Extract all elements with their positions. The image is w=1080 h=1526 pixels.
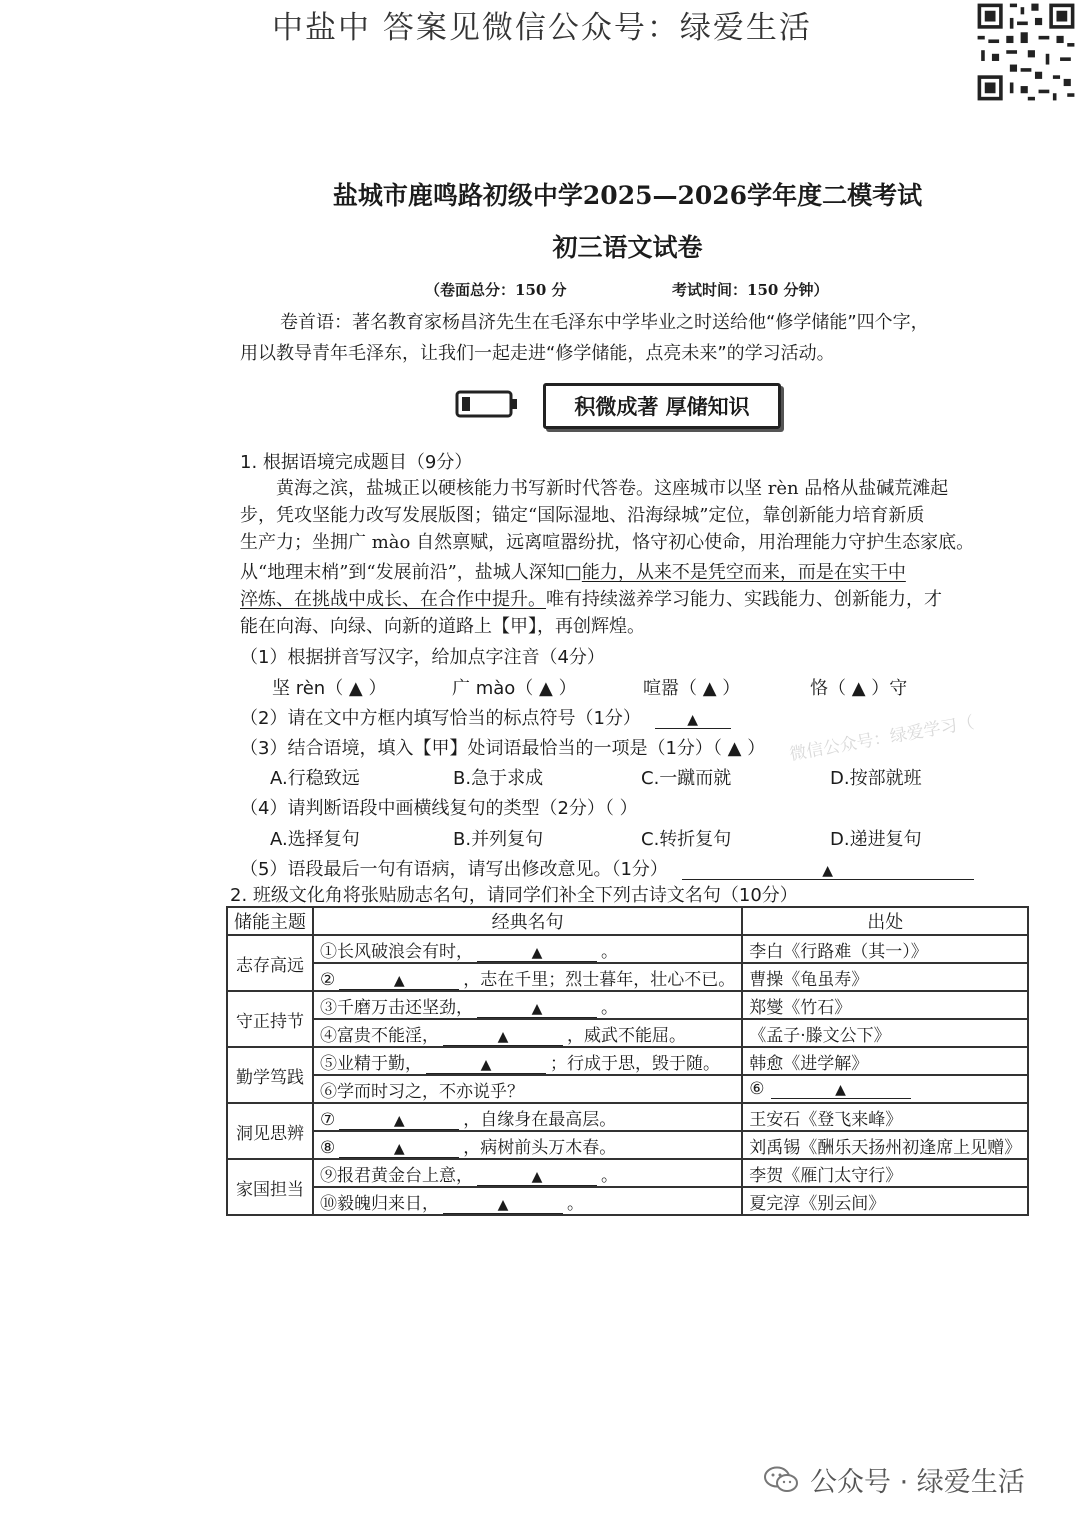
quote-cell bbox=[313, 1103, 742, 1131]
quote-cell bbox=[313, 1075, 742, 1103]
q1-sub4-option-a: A.选择复句 bbox=[270, 829, 360, 850]
q1-underlined-sentence-b: 淬炼、在挑战中成长、在合作中提升。 bbox=[240, 589, 546, 610]
q1-sub4-option-b: B.并列复句 bbox=[453, 829, 544, 850]
q1-title: 1. 根据语境完成题目（9分） bbox=[240, 452, 473, 473]
table-row bbox=[227, 991, 1028, 1019]
battery-icon bbox=[455, 390, 519, 418]
quote-cell bbox=[313, 1019, 742, 1047]
table-row bbox=[227, 1047, 1028, 1075]
quote-suffix: ，志在千里；烈士暮年，壮心不已。 bbox=[463, 969, 736, 990]
source-cell bbox=[742, 1159, 1028, 1187]
answer-blank[interactable]: ▲ bbox=[339, 1113, 459, 1130]
poems-table bbox=[226, 906, 1029, 1216]
quote-suffix: 。 bbox=[567, 1193, 584, 1214]
footer bbox=[764, 1460, 1025, 1499]
quote-cell bbox=[313, 1047, 742, 1075]
q1-sub5-answer-blank[interactable]: ▲ bbox=[682, 863, 974, 880]
quote-prefix: ④富贵不能淫， bbox=[320, 1025, 439, 1046]
table-row bbox=[227, 963, 1028, 991]
theme-cell: 家国担当 bbox=[227, 1159, 313, 1215]
quote-suffix: 。 bbox=[601, 941, 618, 962]
quote-cell bbox=[313, 963, 742, 991]
q1-sub5 bbox=[240, 855, 974, 881]
q1-passage-line-5b: 唯有持续滋养学习能力、实践能力、创新能力，才 bbox=[546, 589, 942, 610]
table-header-row bbox=[227, 907, 1028, 935]
answer-blank[interactable]: ▲ bbox=[771, 1082, 911, 1099]
header-source: 出处 bbox=[742, 907, 1028, 935]
q1-sub3-option-b: B.急于求成 bbox=[453, 768, 544, 789]
source-text: 曹操《龟虽寿》 bbox=[749, 969, 869, 990]
preface-line-2: 用以教导青年毛泽东，让我们一起走进“修学储能，点亮未来”的学习活动。 bbox=[240, 343, 835, 364]
table-row bbox=[227, 1019, 1028, 1047]
answer-blank[interactable]: ▲ bbox=[477, 945, 597, 962]
quote-prefix: ⑤业精于勤， bbox=[320, 1053, 422, 1074]
source-cell bbox=[742, 1103, 1028, 1131]
preface-line-1: 卷首语：著名教育家杨昌济先生在毛泽东中学毕业之时送给他“修学储能”四个字， bbox=[280, 312, 929, 333]
source-text: 李贺《雁门太守行》 bbox=[749, 1165, 903, 1186]
qr-code bbox=[973, 0, 1079, 104]
quote-cell bbox=[313, 935, 742, 963]
source-cell bbox=[742, 1075, 1028, 1103]
theme-cell: 守正持节 bbox=[227, 991, 313, 1047]
theme-cell: 洞见思辨 bbox=[227, 1103, 313, 1159]
q1-sub2-answer-blank[interactable]: ▲ bbox=[655, 712, 731, 729]
wechat-icon bbox=[764, 1466, 798, 1494]
q1-sub2-text: （2）请在文中方框内填写恰当的标点符号（1分） bbox=[240, 708, 641, 729]
quote-cell bbox=[313, 1159, 742, 1187]
q1-sub1: （1）根据拼音写汉字，给加点字注音（4分） bbox=[240, 647, 605, 668]
source-cell bbox=[742, 1187, 1028, 1215]
q1-sub2 bbox=[240, 704, 731, 730]
header-watermark-text: 中盐中 答案见微信公众号：绿爱生活 bbox=[272, 10, 812, 46]
source-text: 王安石《登飞来峰》 bbox=[749, 1109, 903, 1130]
footer-text: 公众号 · 绿爱生活 bbox=[810, 1467, 1025, 1498]
source-text: 韩愈《进学解》 bbox=[749, 1053, 869, 1074]
answer-blank[interactable]: ▲ bbox=[443, 1029, 563, 1046]
answer-blank[interactable]: ▲ bbox=[443, 1197, 563, 1214]
source-text: 郑燮《竹石》 bbox=[749, 997, 852, 1018]
q1-passage-line-2: 步，凭攻坚能力改写发展版图；锚定“国际湿地、沿海绿城”定位，靠创新能力培育新质 bbox=[240, 505, 925, 526]
q1-underlined-sentence-a: 能力，从来不是凭空而来，而是在实干中 bbox=[581, 562, 906, 583]
source-text: 《孟子·滕文公下》 bbox=[749, 1025, 891, 1046]
q1-passage-line-1: 黄海之滨，盐城正以硬核能力书写新时代答卷。这座城市以坚 rèn 品格从盐碱荒滩起 bbox=[276, 478, 949, 499]
table-row bbox=[227, 1103, 1028, 1131]
q1-sub4-option-d: D.递进复句 bbox=[830, 829, 922, 850]
section-title: 积微成著 厚储知识 bbox=[543, 383, 781, 429]
quote-suffix: 。 bbox=[601, 997, 618, 1018]
table-row bbox=[227, 1187, 1028, 1215]
quote-prefix: ⑩毅魄归来日， bbox=[320, 1193, 439, 1214]
q1-sub3-option-a: A.行稳致远 bbox=[270, 768, 360, 789]
q1-passage-line-5 bbox=[240, 585, 942, 611]
q1-passage-line-3: 生产力；坐拥广 mào 自然禀赋，远离喧嚣纷扰，恪守初心使命，用治理能力守护生态家底。 bbox=[240, 532, 975, 553]
q1-sub4: （4）请判断语段中画横线复句的类型（2分）（ ） bbox=[240, 798, 638, 819]
source-text: 刘禹锡《酬乐天扬州初逢席上见赠》 bbox=[749, 1137, 1022, 1158]
q1-passage-line-6: 能在向海、向绿、向新的道路上【甲】，再创辉煌。 bbox=[240, 616, 645, 637]
table-row bbox=[227, 1075, 1028, 1103]
answer-blank[interactable]: ▲ bbox=[477, 1169, 597, 1186]
source-cell bbox=[742, 963, 1028, 991]
q1-passage-line-4a: 从“地理末梢”到“发展前沿”，盐城人深知□ bbox=[240, 562, 582, 583]
source-cell bbox=[742, 1019, 1028, 1047]
faint-watermark: 微信公众号：绿爱学习（ bbox=[788, 712, 976, 766]
quote-prefix: ② bbox=[320, 969, 336, 990]
table-row bbox=[227, 1131, 1028, 1159]
quote-suffix: ，威武不能屈。 bbox=[567, 1025, 686, 1046]
exam-time: 考试时间：150 分钟） bbox=[672, 281, 829, 299]
pinyin-item-3: 喧嚣（ ▲ ） bbox=[643, 678, 741, 699]
quote-prefix: ⑨报君黄金台上意， bbox=[320, 1165, 473, 1186]
pinyin-item-2: 广 mào（ ▲ ） bbox=[452, 678, 577, 699]
header-quote: 经典名句 bbox=[313, 907, 742, 935]
quote-cell bbox=[313, 1187, 742, 1215]
quote-suffix: ；行成于思，毁于随。 bbox=[550, 1053, 720, 1074]
pinyin-item-1: 坚 rèn（ ▲ ） bbox=[272, 678, 387, 699]
q1-sub3: （3）结合语境，填入【甲】处词语最恰当的一项是（1分）（ ▲ ） bbox=[240, 738, 766, 759]
answer-blank[interactable]: ▲ bbox=[339, 973, 459, 990]
answer-blank[interactable]: ▲ bbox=[339, 1141, 459, 1158]
q2-title: 2. 班级文化角将张贴励志名句，请同学们补全下列古诗文名句（10分） bbox=[230, 885, 798, 906]
q1-sub3-option-d: D.按部就班 bbox=[830, 768, 922, 789]
quote-suffix: ，自缘身在最高层。 bbox=[463, 1109, 617, 1130]
quote-cell bbox=[313, 991, 742, 1019]
source-text: 李白《行路难（其一）》 bbox=[749, 941, 928, 962]
table-row bbox=[227, 935, 1028, 963]
quote-cell bbox=[313, 1131, 742, 1159]
quote-prefix: ⑦ bbox=[320, 1109, 336, 1130]
theme-cell: 勤学笃践 bbox=[227, 1047, 313, 1103]
pinyin-item-4: 恪（ ▲ ）守 bbox=[810, 678, 908, 699]
q1-sub4-option-c: C.转折复句 bbox=[641, 829, 732, 850]
quote-prefix: ③千磨万击还坚劲， bbox=[320, 997, 473, 1018]
source-cell bbox=[742, 935, 1028, 963]
quote-prefix: ⑥学而时习之，不亦说乎？ bbox=[320, 1081, 524, 1102]
answer-blank[interactable]: ▲ bbox=[477, 1001, 597, 1018]
table-row bbox=[227, 1159, 1028, 1187]
quote-prefix: ⑧ bbox=[320, 1137, 336, 1158]
quote-suffix: 。 bbox=[601, 1165, 618, 1186]
source-cell bbox=[742, 991, 1028, 1019]
q1-sub3-option-c: C.一蹴而就 bbox=[641, 768, 732, 789]
preface bbox=[240, 307, 1010, 369]
theme-cell: 志存高远 bbox=[227, 935, 313, 991]
total-score: （卷面总分：150 分 bbox=[425, 281, 567, 299]
source-text: 夏完淳《别云间》 bbox=[749, 1193, 886, 1214]
exam-subtitle: 初三语文试卷 bbox=[552, 233, 703, 262]
quote-suffix: ，病树前头万木春。 bbox=[463, 1137, 617, 1158]
answer-blank[interactable]: ▲ bbox=[426, 1057, 546, 1074]
source-text: ⑥ bbox=[749, 1079, 765, 1099]
q1-sub5-text: （5）语段最后一句有语病，请写出修改意见。（1分） bbox=[240, 859, 668, 880]
source-cell bbox=[742, 1047, 1028, 1075]
header-theme: 储能主题 bbox=[227, 907, 313, 935]
source-cell bbox=[742, 1131, 1028, 1159]
q1-passage-line-4 bbox=[240, 558, 906, 584]
exam-title: 盐城市鹿鸣路初级中学2025—2026学年度二模考试 bbox=[332, 181, 923, 210]
quote-prefix: ①长风破浪会有时， bbox=[320, 941, 473, 962]
